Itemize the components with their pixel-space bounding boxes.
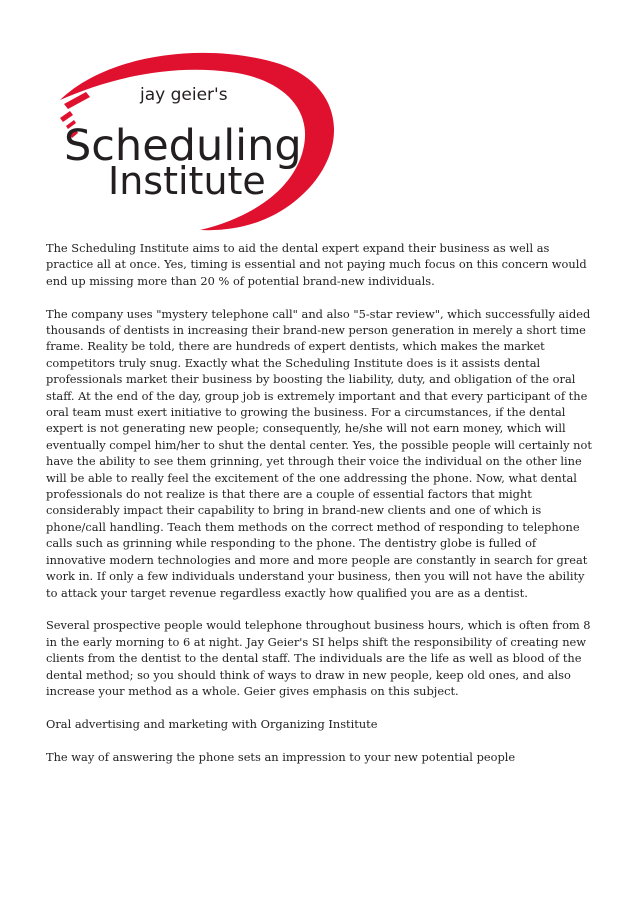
paragraph-subheading: Oral advertising and marketing with Organizing Institute <box>46 716 378 731</box>
article-body <box>46 240 598 781</box>
logo-small-text: jay geier's <box>140 85 228 105</box>
logo-line1: Scheduling <box>64 121 302 171</box>
paragraph: The way of answering the phone sets an impression to your new potential people <box>46 749 516 764</box>
paragraph: The company uses "mystery telephone call" and also "5-star review", which successfully aided thousands of dentists in increasing their brand-new person generation in merely a short time frame. Reality be told, there are hundreds of expert dentists, which makes the market competitors truly snug. Exactly what the Scheduling Institute does is it assists dental professionals market their business by boosting the liability, duty, and obligation of the oral staff. At the end of the day, group job is extremely important and that every participant of the oral team must exert initiative to growing the business. For a circumstances, if the dental expert is not generating new people; consequently, he/she will not earn money, which will eventually compel him/her to shut the dental center. Yes, the possible people will certainly not have the ability to see them grinning, yet through their voice the individual on the other line will be able to really feel the excitement of the one addressing the phone. Now, what dental professionals do not realize is that there are a couple of essential factors that might considerably impact their capability to bring in brand-new clients and one of which is phone/call handling. Teach them methods on the correct method of responding to telephone calls such as grinning while responding to the phone. The dentistry globe is fulled of innovative modern technologies and more and more people are constantly in search for great work in. If only a few individuals understand your business, then you will not have the ability to attack your target revenue regardless exactly how qualified you are as a dentist. <box>46 306 592 600</box>
paragraph: Several prospective people would telephone throughout business hours, which is often from 8 in the early morning to 6 at night. Jay Geier's SI helps shift the responsibility of creating new clients from the dentist to the dental staff. The individuals are the life as well as blood of the dental method; so you should think of ways to draw in new people, keep old ones, and also increase your method as a whole. Geier gives emphasis on this subject. <box>46 618 591 698</box>
paragraph: The Scheduling Institute aims to aid the dental expert expand their business as well as practice all at once. Yes, timing is essential and not paying much focus on this concern would end up missing more than 20 % of potential brand-new individuals. <box>46 241 587 288</box>
scheduling-institute-logo <box>40 42 340 232</box>
logo-line2: Institute <box>108 159 266 203</box>
